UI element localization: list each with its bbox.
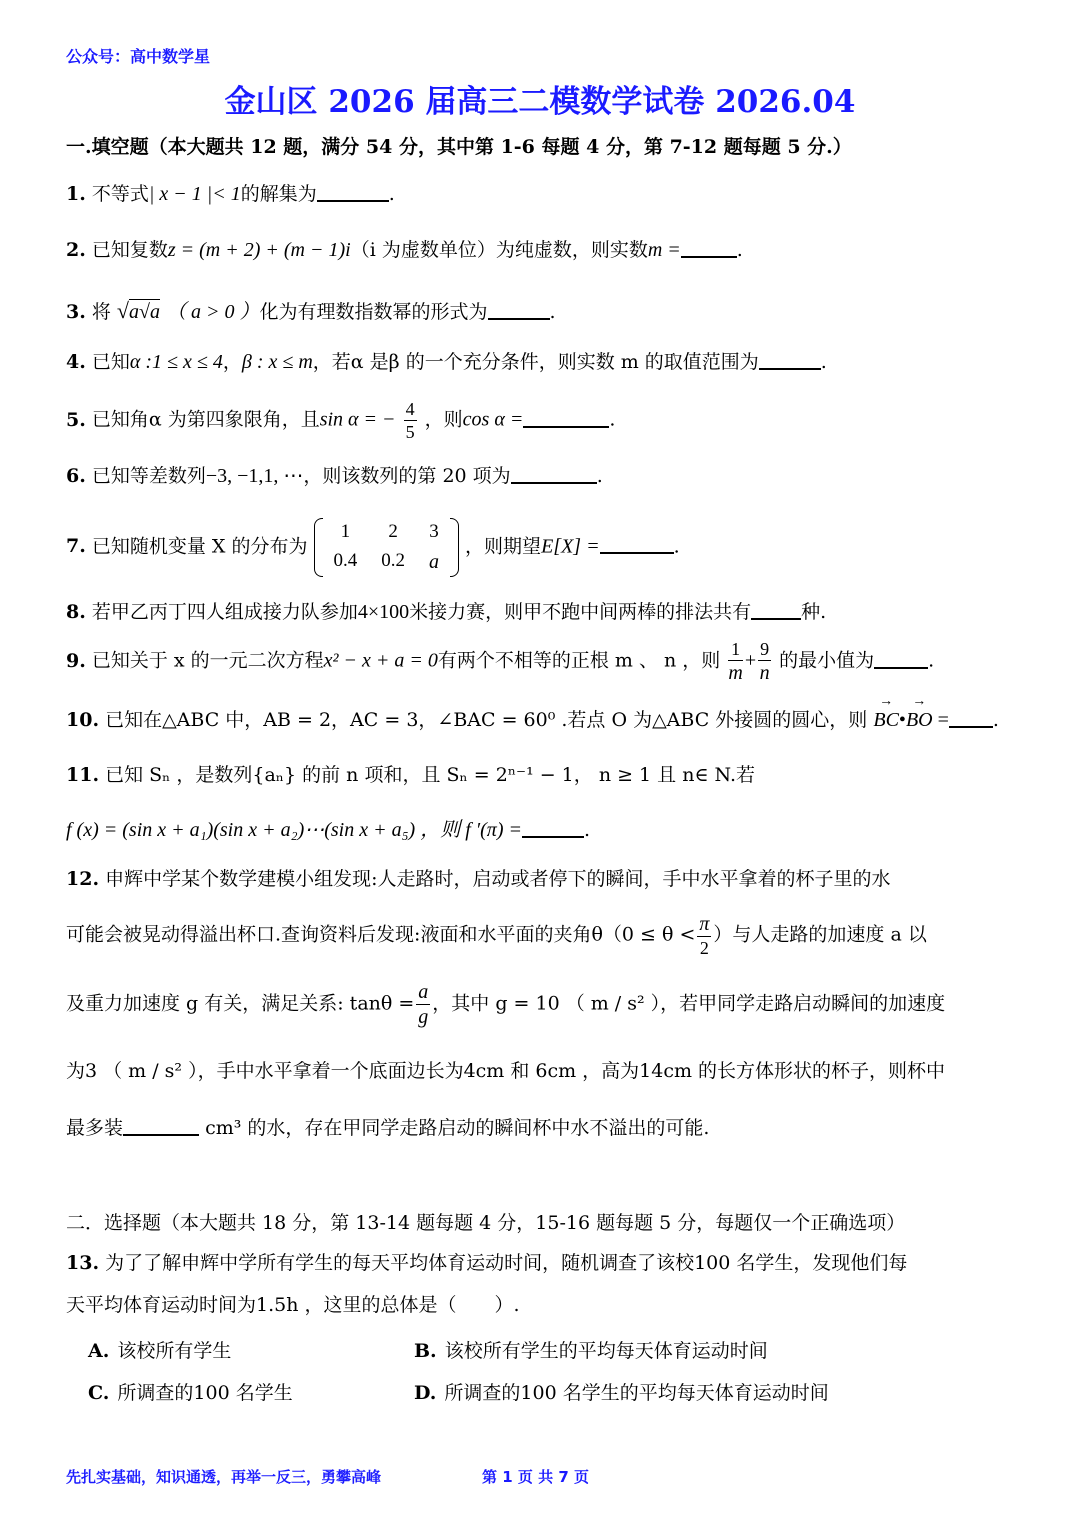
section-2-heading: 二．选择题（本大题共 18 分，第 13-14 题每题 4 分，15-16 题每题 5 分，每题仅一个正确选项） — [66, 1212, 906, 1234]
question-11-line-1: 11. 已知 Sₙ ，是数列{aₙ} 的前 n 项和，且 Sₙ = 2ⁿ⁻¹ − 1， n ≥ 1 且 n∈ N.若 — [66, 764, 756, 786]
option-b: B. 该校所有学生的平均每天体育运动时间 — [414, 1340, 768, 1362]
option-c: C. 所调查的100 名学生 — [88, 1382, 293, 1404]
question-10: 10. 已知在△ABC 中，AB = 2，AC = 3，∠BAC = 60⁰ .若点 O 为△ABC 外接圆的圆心，则 → BC•→ BO = . — [66, 708, 999, 732]
question-1: 1. 不等式| x − 1 |< 1的解集为 . — [66, 183, 395, 205]
question-7: 7. 已知随机变量 X 的分布为 1 2 3 0.4 0.2 a ，则期望E[X] = . — [66, 518, 680, 577]
question-13-line-2: 天平均体育运动时间为1.5h ，这里的总体是（ ）. — [66, 1294, 520, 1316]
question-3: 3. 将 √a√a （ a > 0 ）化为有理数指数幂的形式为 . — [66, 298, 556, 323]
question-2: 2. 已知复数z = (m + 2) + (m − 1)i（i 为虚数单位）为纯虚数，则实数m = . — [66, 239, 743, 261]
footer-page-number: 第 1 页 共 7 页 — [482, 1468, 589, 1486]
question-13-line-1: 13. 为了了解申辉中学所有学生的每天平均体育运动时间，随机调查了该校100 名学生，发现他们每 — [66, 1252, 908, 1274]
question-4: 4. 已知α :1 ≤ x ≤ 4，β : x ≤ m，若α 是β 的一个充分条件，则实数 m 的取值范围为 . — [66, 351, 827, 373]
answer-blank — [600, 534, 674, 554]
answer-blank — [874, 649, 928, 669]
watermark: 公众号：高中数学星 — [66, 47, 211, 66]
answer-blank — [681, 238, 737, 258]
question-12-line-1: 12. 申辉中学某个数学建模小组发现:人走路时，启动或者停下的瞬间，手中水平拿着的杯子里的水 — [66, 868, 891, 890]
footer-motto: 先扎实基础，知识通透，再举一反三，勇攀高峰 — [66, 1468, 382, 1486]
answer-blank — [123, 1116, 199, 1136]
answer-blank — [317, 182, 389, 202]
question-11-line-2: f (x) = (sin x + a₁)(sin x + a₂)⋯(sin x + a₅) ，则 f ′(π) = . — [66, 819, 591, 841]
answer-blank — [949, 708, 993, 728]
question-12-line-3: 及重力加速度 g 有关，满足关系: tanθ = $\frac{a}{g}$ ，其中 g = 10 （ m / s² ），若甲同学走路启动瞬间的加速度 — [66, 981, 946, 1028]
distribution-matrix: 1 2 3 0.4 0.2 a — [314, 518, 460, 577]
answer-blank — [488, 300, 550, 320]
answer-blank — [522, 818, 584, 838]
option-d: D. 所调查的100 名学生的平均每天体育运动时间 — [414, 1382, 829, 1404]
answer-blank — [523, 408, 609, 428]
question-8: 8. 若甲乙丙丁四人组成接力队参加4×100米接力赛，则甲不跑中间两棒的排法共有 种. — [66, 601, 827, 623]
section-1-heading: 一.填空题（本大题共 12 题，满分 54 分，其中第 1-6 每题 4 分，第 7-12 题每题 5 分.） — [66, 136, 852, 158]
question-9: 9. 已知关于 x 的一元二次方程x² − x + a = 0有两个不相等的正根 m 、 n ，则 $\frac{1}{m}$ + $\frac{9}{n}$ 的最小值为 . — [66, 639, 935, 684]
answer-blank — [759, 350, 821, 370]
question-6: 6. 已知等差数列−3, −1,1, ⋯，则该数列的第 20 项为 . — [66, 465, 603, 487]
question-12-line-4: 为3 （ m / s² ），手中水平拿着一个底面边长为4cm 和 6cm ，高为14cm 的长方体形状的杯子，则杯中 — [66, 1060, 946, 1082]
question-5: 5. 已知角α 为第四象限角，且sin α = − $\frac{4}{5}$ ，则cos α = . — [66, 399, 616, 442]
question-12-line-5: 最多装 cm³ 的水，存在甲同学走路启动的瞬间杯中水不溢出的可能. — [66, 1117, 710, 1139]
answer-blank — [511, 464, 597, 484]
question-12-line-2: 可能会被晃动得溢出杯口.查询资料后发现:液面和水平面的夹角θ（0 ≤ θ < $\frac{\pi}{2}$ ）与人走路的加速度 a 以 — [66, 913, 927, 958]
sqrt-expression: √a√a — [116, 298, 160, 323]
page-title: 金山区 2026 届高三二模数学试卷 2026.04 — [224, 84, 856, 120]
option-a: A. 该校所有学生 — [88, 1340, 232, 1362]
answer-blank — [751, 600, 801, 620]
